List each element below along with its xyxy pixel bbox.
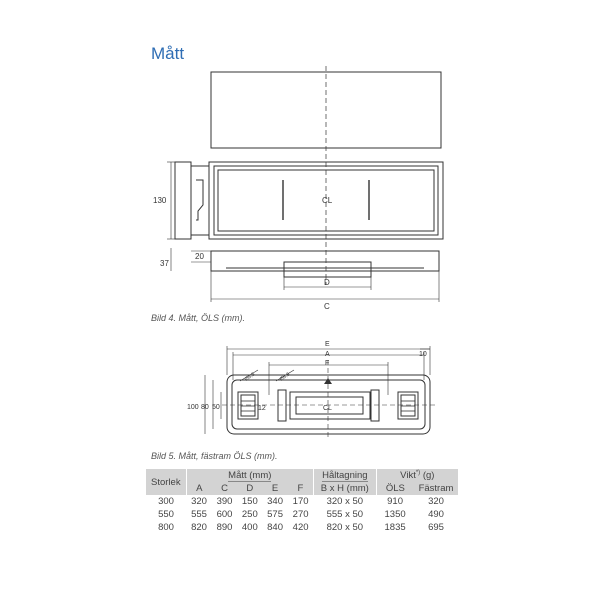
cell: 800 <box>146 521 186 534</box>
dim-50-label: 50 <box>212 404 220 411</box>
cell: 820 <box>186 521 212 534</box>
spec-table <box>146 469 458 534</box>
cell: 840 <box>262 521 287 534</box>
table-row <box>146 521 458 534</box>
dim-f-label: F <box>325 360 330 367</box>
th-storlek: Storlek <box>146 469 186 495</box>
cell: 890 <box>212 521 237 534</box>
cell: 550 <box>146 508 186 521</box>
cell: 400 <box>237 521 262 534</box>
dim-80-label: 80 <box>201 404 209 411</box>
cell: 300 <box>146 495 186 508</box>
dim-e-label: E <box>325 341 330 348</box>
cell: 490 <box>414 508 458 521</box>
th-vikt: Vikt*) (g) <box>376 469 458 482</box>
dim-130-label: 130 <box>153 196 167 205</box>
th-matt: Mått (mm) <box>186 469 313 482</box>
dim-20-label: 20 <box>195 252 204 261</box>
cell: 170 <box>288 495 314 508</box>
dim-a-label: A <box>325 351 330 358</box>
cell: 575 <box>262 508 287 521</box>
dim-d1-label: Ø8,3 <box>243 371 257 383</box>
cell: 420 <box>288 521 314 534</box>
th-f: F <box>288 482 314 495</box>
cl-label: CL <box>322 196 333 205</box>
cell: 390 <box>212 495 237 508</box>
cell: 820 x 50 <box>314 521 377 534</box>
cell: 320 <box>186 495 212 508</box>
cell: 270 <box>288 508 314 521</box>
th-haltagning: Håltagning <box>314 469 377 482</box>
dim-37-label: 37 <box>160 259 169 268</box>
th-e: E <box>262 482 287 495</box>
dim-100-label: 100 <box>187 404 199 411</box>
cell: 250 <box>237 508 262 521</box>
th-fastram: Fästram <box>414 482 458 495</box>
cell: 600 <box>212 508 237 521</box>
dim-d2-label: Ø8,3 <box>278 371 292 383</box>
th-ols: ÖLS <box>376 482 414 495</box>
cell: 555 <box>186 508 212 521</box>
figure-5-caption: Bild 5. Mått, fästram ÖLS (mm). <box>151 451 278 461</box>
figure-4-caption: Bild 4. Mått, ÖLS (mm). <box>151 313 246 323</box>
dim-12-label: 12 <box>258 405 266 412</box>
page-title: Mått <box>151 44 185 63</box>
table-row <box>146 495 458 508</box>
cell: 695 <box>414 521 458 534</box>
dim-10-label: 10 <box>419 351 427 358</box>
th-d: D <box>237 482 262 495</box>
cell: 320 x 50 <box>314 495 377 508</box>
table-row <box>146 508 458 521</box>
dim-d-label: D <box>324 278 330 287</box>
cell: 555 x 50 <box>314 508 377 521</box>
cell: 1350 <box>376 508 414 521</box>
cell: 340 <box>262 495 287 508</box>
dim-c-label: C <box>324 302 330 311</box>
cell: 150 <box>237 495 262 508</box>
th-bxh: B x H (mm) <box>314 482 377 495</box>
th-c: C <box>212 482 237 495</box>
cell: 320 <box>414 495 458 508</box>
cl-label-2: CL <box>323 405 332 412</box>
cell: 1835 <box>376 521 414 534</box>
th-a: A <box>186 482 212 495</box>
cell: 910 <box>376 495 414 508</box>
